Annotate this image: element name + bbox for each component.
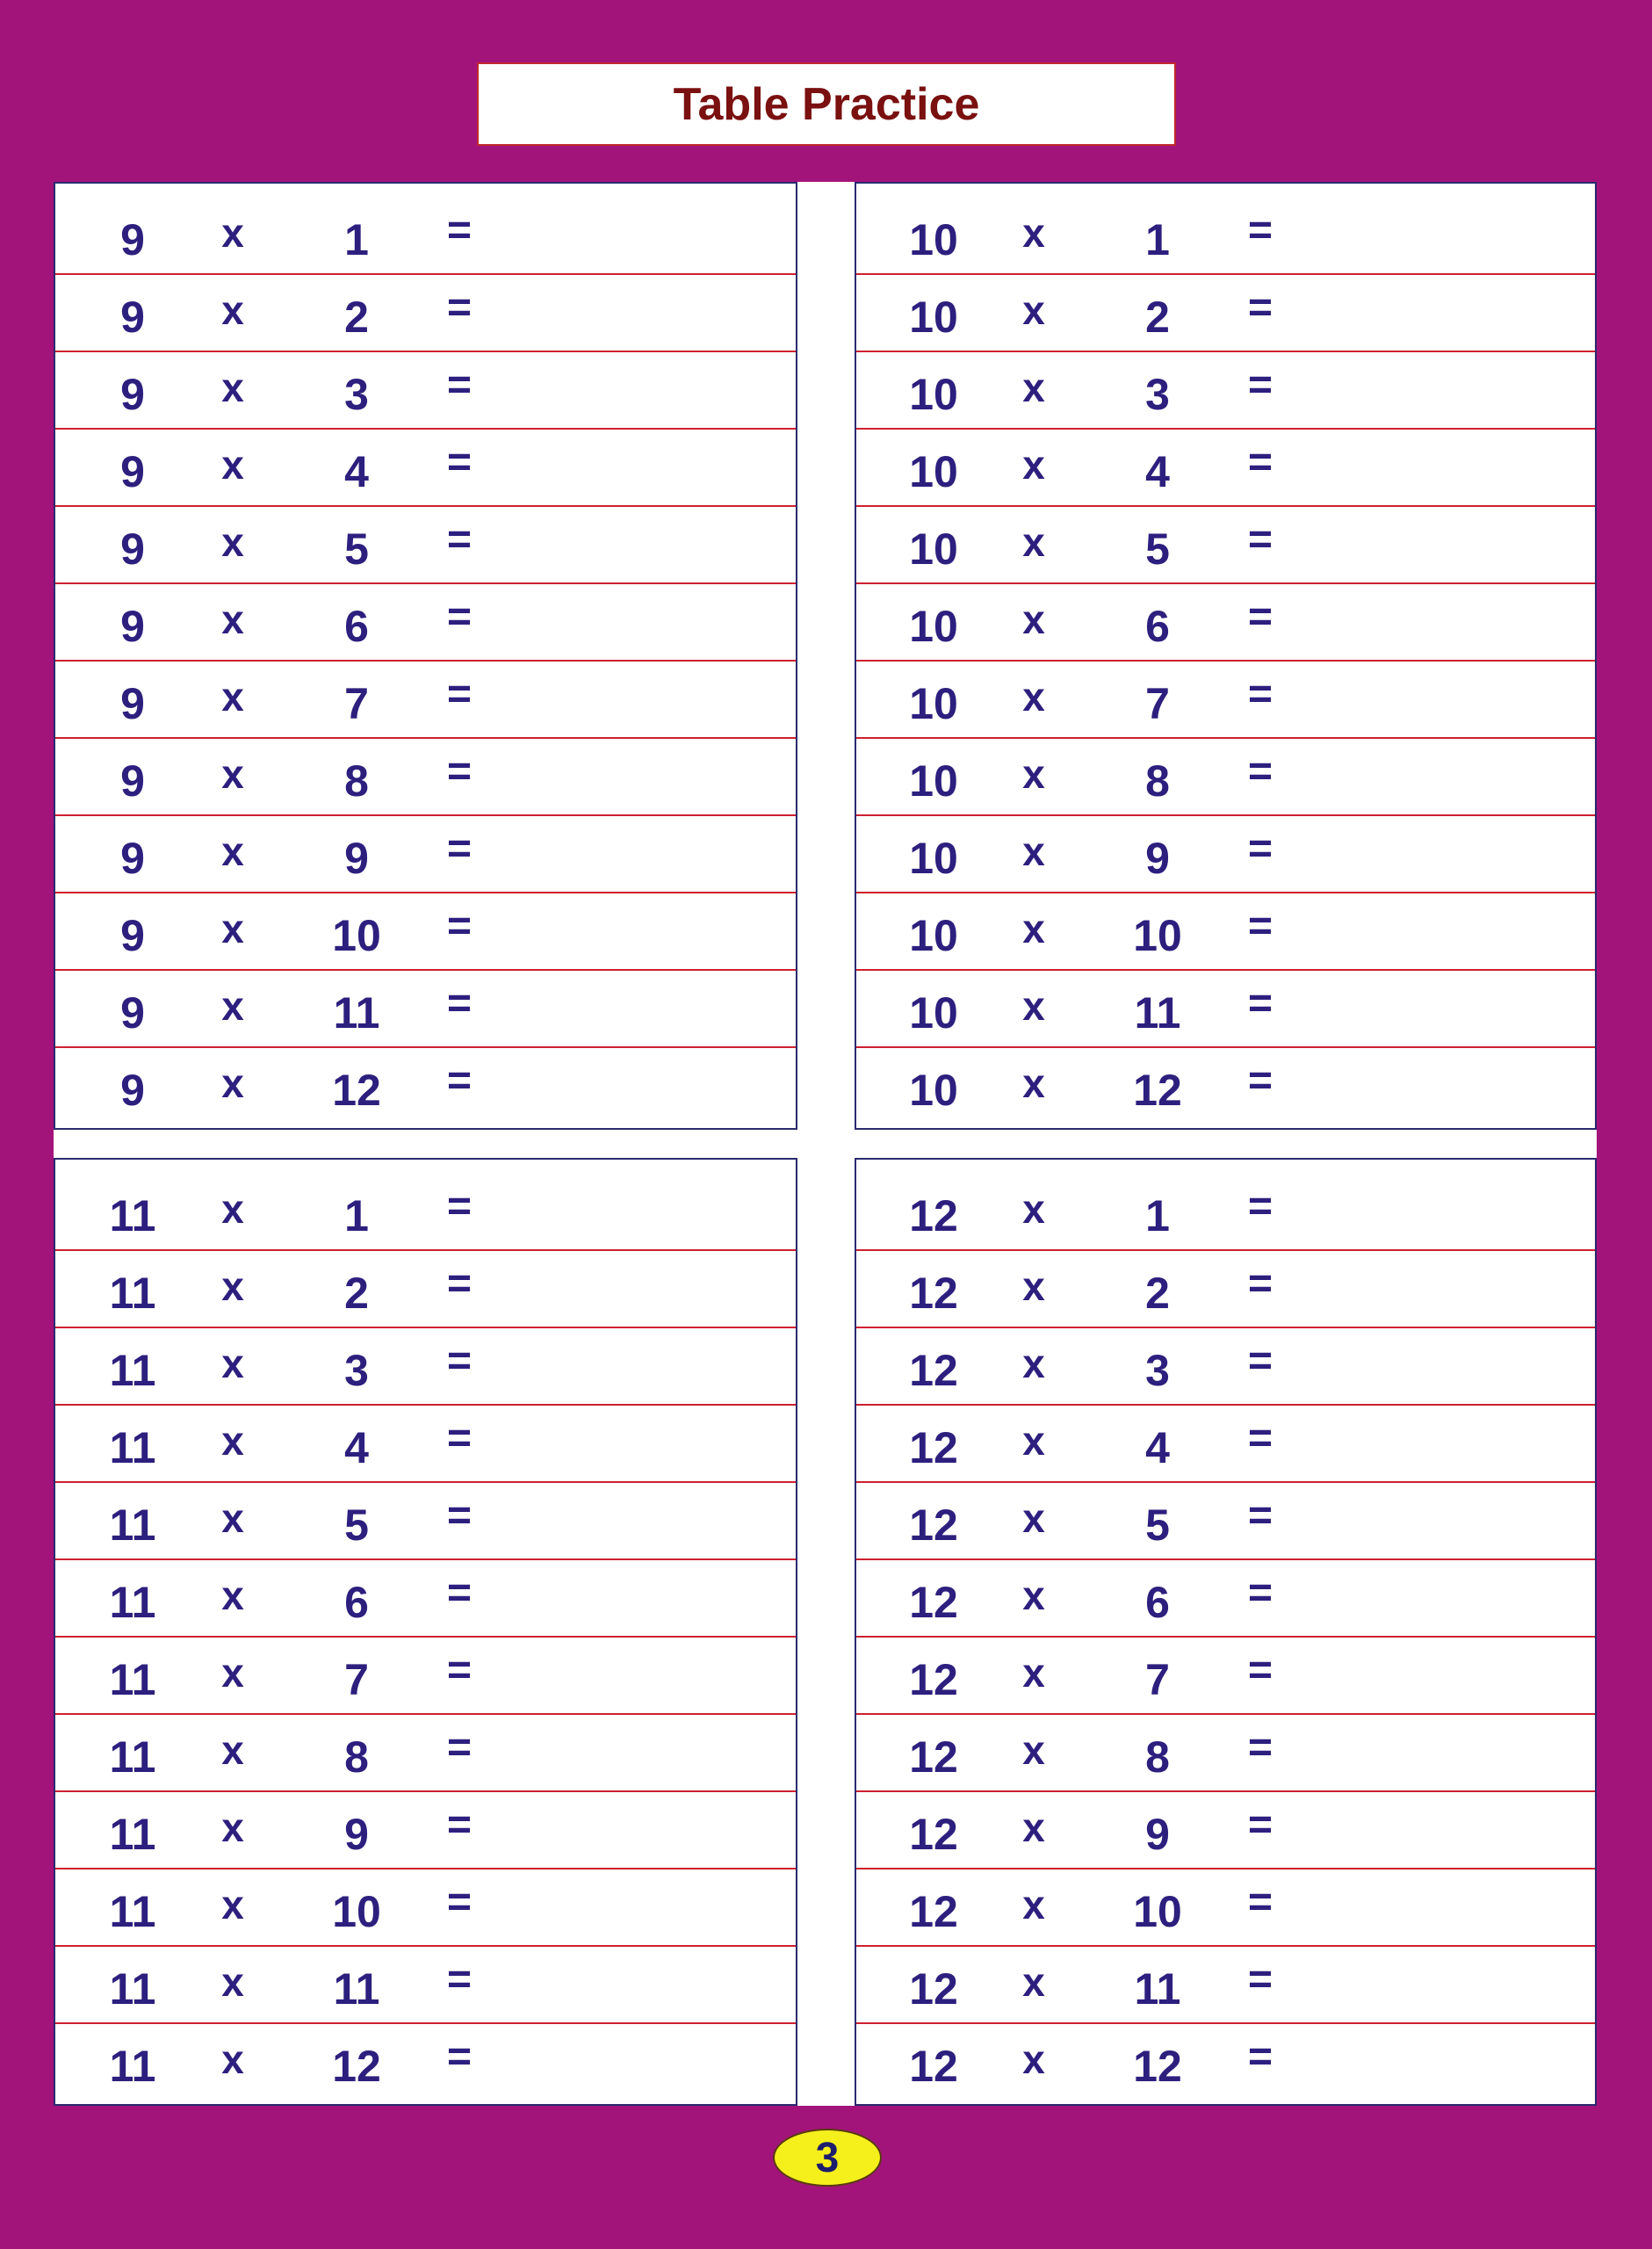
times-sign: x [221,1804,244,1850]
equals-sign: = [446,285,473,331]
multiplier: 4 [1145,1423,1170,1472]
times-sign: x [221,442,244,488]
table-row [55,1404,796,1483]
times-sign: x [1022,828,1045,874]
equals-sign: = [446,1338,473,1385]
times-sign: x [1022,2036,1045,2082]
table-row [55,892,796,971]
equals-sign: = [1247,1956,1273,2003]
table-row [55,1868,796,1947]
multiplicand: 10 [909,911,958,960]
multiplicand: 11 [109,1578,156,1627]
times-sign: x [1022,1650,1045,1696]
table-row [856,1636,1595,1715]
equals-sign: = [446,1058,473,1104]
times-sign: x [221,983,244,1029]
times-sign: x [1022,1263,1045,1309]
multiplicand: 9 [120,988,145,1038]
multiplicand: 10 [909,756,958,806]
equals-sign: = [446,1415,473,1462]
times-sign: x [221,674,244,720]
table-row [856,969,1595,1048]
multiplier: 2 [344,1269,369,1318]
times-sign: x [221,1263,244,1309]
multiplier: 5 [344,524,369,574]
multiplier: 11 [333,988,380,1038]
equals-sign: = [1247,439,1273,486]
multiplicand: 11 [109,1269,156,1318]
times-sign: x [221,365,244,410]
table-row [55,582,796,662]
equals-sign: = [446,1570,473,1616]
multiplier: 6 [1145,602,1170,651]
equals-sign: = [1247,594,1273,640]
multiplier: 6 [344,1578,369,1627]
multiplicand: 11 [109,1191,156,1240]
table-row [856,1558,1595,1638]
times-sign: x [221,1727,244,1773]
multiplier: 4 [1145,447,1170,496]
multiplicand: 11 [109,1964,156,2014]
multiplier: 12 [332,2042,381,2091]
times-sign: x [1022,597,1045,642]
table-row [55,1172,796,1251]
equals-sign: = [1247,1058,1273,1104]
multiplier: 7 [1145,679,1170,728]
table-row [55,1636,796,1715]
table-row [55,1945,796,2024]
multiplicand: 12 [909,1269,958,1318]
page-number: 3 [815,2134,840,2181]
multiplier: 7 [344,1655,369,1704]
times-sign: x [1022,1959,1045,2005]
times-sign: x [1022,1060,1045,1106]
times-sign: x [221,1959,244,2005]
multiplier: 12 [332,1066,381,1115]
table-row [55,505,796,584]
multiplier: 5 [1145,1501,1170,1550]
times-sign: x [1022,1804,1045,1850]
table-row [856,1327,1595,1406]
multiplicand: 11 [109,1346,156,1395]
times-sign: x [1022,210,1045,256]
equals-sign: = [446,1493,473,1539]
times-sign: x [1022,1186,1045,1232]
multiplier: 12 [1133,1066,1182,1115]
multiplicand: 9 [120,911,145,960]
times-sign: x [221,1186,244,1232]
equals-sign: = [446,671,473,718]
table-row [55,1327,796,1406]
times-sign: x [221,1418,244,1464]
multiplicand: 9 [120,834,145,883]
multiplier: 7 [344,679,369,728]
times-sign: x [1022,442,1045,488]
multiplier: 12 [1133,2042,1182,2091]
multiplier: 1 [1145,1191,1170,1240]
multiplicand: 11 [109,2042,156,2091]
times-sign: x [221,1573,244,1618]
table-row [55,196,796,275]
multiplicand: 12 [909,2042,958,2091]
multiplicand: 10 [909,524,958,574]
table-row [55,273,796,352]
table-row [856,1790,1595,1869]
table-row [55,969,796,1048]
table-row [856,1945,1595,2024]
table-row [55,1249,796,1328]
multiplier: 10 [1133,1887,1182,1936]
table-row [856,273,1595,352]
multiplier: 1 [1145,215,1170,264]
multiplier: 8 [344,1732,369,1782]
multiplier: 9 [1145,1810,1170,1859]
multiplicand: 9 [120,1066,145,1115]
times-sign: x [221,906,244,951]
table-row [856,1481,1595,1560]
equals-sign: = [1247,1725,1273,1771]
equals-sign: = [446,748,473,795]
equals-sign: = [446,439,473,486]
table-row [55,660,796,739]
times-sign: x [1022,751,1045,797]
equals-sign: = [1247,517,1273,563]
table-row [856,1868,1595,1947]
page-number-badge [773,2129,882,2187]
multiplicand: 12 [909,1810,958,1859]
multiplier: 3 [344,370,369,419]
multiplicand: 10 [909,215,958,264]
equals-sign: = [1247,285,1273,331]
table-row [856,351,1595,430]
equals-sign: = [446,2034,473,2080]
equals-sign: = [446,1879,473,1926]
times-sign: x [221,1060,244,1106]
multiplier: 11 [1134,988,1181,1038]
multiplicand: 12 [909,1191,958,1240]
equals-sign: = [446,207,473,254]
table-row [856,505,1595,584]
times-sign: x [221,1495,244,1541]
multiplicand: 9 [120,679,145,728]
equals-sign: = [446,1183,473,1230]
multiplicand: 11 [109,1655,156,1704]
multiplicand: 10 [909,679,958,728]
multiplicand: 12 [909,1655,958,1704]
table-panel [54,182,797,1130]
table-row [55,1481,796,1560]
multiplicand: 12 [909,1346,958,1395]
equals-sign: = [446,1647,473,1694]
multiplicand: 10 [909,834,958,883]
multiplier: 5 [344,1501,369,1550]
multiplier: 2 [1145,293,1170,342]
equals-sign: = [1247,1879,1273,1926]
multiplier: 8 [344,756,369,806]
times-sign: x [1022,1418,1045,1464]
equals-sign: = [446,826,473,872]
equals-sign: = [446,594,473,640]
multiplicand: 12 [909,1964,958,2014]
table-row [55,737,796,816]
multiplier: 1 [344,215,369,264]
multiplier: 5 [1145,524,1170,574]
equals-sign: = [446,1261,473,1307]
equals-sign: = [1247,1415,1273,1462]
times-sign: x [221,1882,244,1927]
multiplicand: 11 [109,1887,156,1936]
multiplier: 9 [1145,834,1170,883]
times-sign: x [1022,1727,1045,1773]
table-row [856,1046,1595,1124]
multiplicand: 9 [120,370,145,419]
equals-sign: = [446,1725,473,1771]
table-row [55,814,796,893]
multiplier: 2 [344,293,369,342]
table-row [55,1713,796,1792]
equals-sign: = [446,980,473,1027]
table-row [856,582,1595,662]
times-sign: x [1022,1495,1045,1541]
times-sign: x [221,597,244,642]
table-panel [54,1158,797,2106]
equals-sign: = [1247,1338,1273,1385]
multiplier: 10 [1133,911,1182,960]
table-row [55,428,796,507]
equals-sign: = [1247,1647,1273,1694]
times-sign: x [1022,906,1045,951]
equals-sign: = [1247,207,1273,254]
table-row [856,660,1595,739]
title-box [477,62,1176,146]
equals-sign: = [1247,1183,1273,1230]
page-title: Table Practice [673,78,980,130]
multiplicand: 9 [120,756,145,806]
multiplicand: 9 [120,447,145,496]
equals-sign: = [1247,671,1273,718]
table-row [55,1558,796,1638]
times-sign: x [1022,519,1045,565]
table-row [55,1046,796,1124]
table-row [55,351,796,430]
multiplier: 9 [344,834,369,883]
table-row [856,1172,1595,1251]
multiplicand: 12 [909,1887,958,1936]
equals-sign: = [1247,980,1273,1027]
multiplier: 7 [1145,1655,1170,1704]
multiplier: 4 [344,447,369,496]
table-row [856,1713,1595,1792]
times-sign: x [221,1341,244,1386]
equals-sign: = [446,903,473,950]
table-row [55,2022,796,2100]
multiplicand: 9 [120,524,145,574]
times-sign: x [221,751,244,797]
times-sign: x [1022,1882,1045,1927]
table-row [856,1404,1595,1483]
times-sign: x [1022,287,1045,333]
times-sign: x [1022,674,1045,720]
multiplicand: 10 [909,602,958,651]
multiplicand: 12 [909,1423,958,1472]
times-sign: x [221,2036,244,2082]
table-panel [855,1158,1597,2106]
times-sign: x [1022,1341,1045,1386]
multiplier: 10 [332,911,381,960]
equals-sign: = [1247,826,1273,872]
multiplier: 6 [344,602,369,651]
multiplicand: 9 [120,602,145,651]
times-sign: x [221,828,244,874]
multiplier: 11 [1134,1964,1181,2014]
equals-sign: = [1247,1493,1273,1539]
equals-sign: = [1247,2034,1273,2080]
multiplicand: 12 [909,1732,958,1782]
multiplier: 9 [344,1810,369,1859]
multiplicand: 11 [109,1423,156,1472]
equals-sign: = [1247,748,1273,795]
table-row [856,892,1595,971]
multiplicand: 10 [909,447,958,496]
table-row [55,1790,796,1869]
multiplier: 8 [1145,756,1170,806]
multiplicand: 11 [109,1732,156,1782]
times-sign: x [1022,365,1045,410]
multiplier: 11 [333,1964,380,2014]
equals-sign: = [446,1802,473,1848]
multiplier: 3 [1145,1346,1170,1395]
equals-sign: = [1247,1570,1273,1616]
multiplicand: 10 [909,370,958,419]
equals-sign: = [1247,1261,1273,1307]
multiplicand: 11 [109,1810,156,1859]
multiplicand: 10 [909,988,958,1038]
table-panel [855,182,1597,1130]
table-row [856,196,1595,275]
multiplier: 10 [332,1887,381,1936]
multiplier: 1 [344,1191,369,1240]
times-sign: x [221,210,244,256]
multiplier: 2 [1145,1269,1170,1318]
table-row [856,1249,1595,1328]
multiplicand: 9 [120,293,145,342]
multiplier: 3 [1145,370,1170,419]
multiplier: 4 [344,1423,369,1472]
equals-sign: = [446,517,473,563]
table-row [856,814,1595,893]
times-sign: x [1022,1573,1045,1618]
multiplier: 8 [1145,1732,1170,1782]
multiplier: 6 [1145,1578,1170,1627]
table-row [856,737,1595,816]
multiplicand: 12 [909,1578,958,1627]
equals-sign: = [1247,362,1273,409]
equals-sign: = [1247,903,1273,950]
equals-sign: = [1247,1802,1273,1848]
times-sign: x [1022,983,1045,1029]
table-row [856,2022,1595,2100]
multiplicand: 9 [120,215,145,264]
equals-sign: = [446,362,473,409]
equals-sign: = [446,1956,473,2003]
times-sign: x [221,287,244,333]
times-sign: x [221,519,244,565]
table-row [856,428,1595,507]
multiplicand: 11 [109,1501,156,1550]
times-sign: x [221,1650,244,1696]
multiplier: 3 [344,1346,369,1395]
multiplicand: 10 [909,293,958,342]
multiplicand: 10 [909,1066,958,1115]
multiplicand: 12 [909,1501,958,1550]
